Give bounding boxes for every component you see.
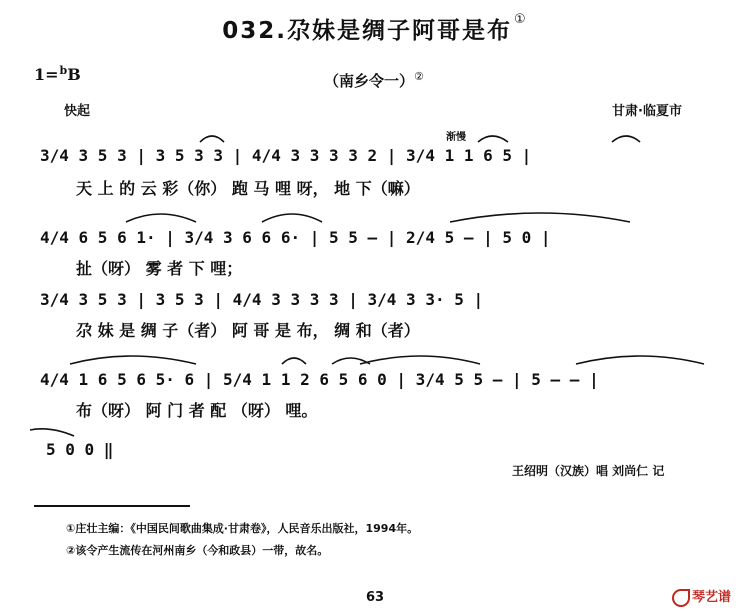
tempo-marking: 快起 bbox=[64, 104, 91, 119]
logo-icon bbox=[672, 589, 690, 607]
song-subtitle: （南乡令一）② bbox=[324, 70, 424, 90]
song-title: 032.尕妹是绸子阿哥是布 ① bbox=[222, 12, 528, 44]
flat-sign: b bbox=[59, 64, 68, 77]
score-row-4-lyrics: 布（呀） 阿 门 者 配 （呀） 哩。 bbox=[76, 401, 318, 420]
score-row-2-notes: 4/4 6 5 6 1· | 3/4 3 6 6 6· | 5 5 — | 2/4 5 — | 5 0 | bbox=[40, 228, 551, 247]
score-row-4-notes: 4/4 1 6 5 6 5· 6 | 5/4 1 1 2 6 5 6 0 | 3/4 5 5 — | 5 — — | bbox=[40, 370, 599, 389]
score-row-3-lyrics: 尕 妹 是 绸 子（者） 阿 哥 是 布， 绸 和（者） bbox=[76, 321, 420, 340]
footnote-2: ②该令产生流传在河州南乡（今和政县）一带，故名。 bbox=[66, 544, 329, 557]
expression-marking: 渐慢 bbox=[446, 132, 466, 143]
score-row-5-notes: 5 0 0 ‖ bbox=[46, 440, 114, 459]
region-label: 甘肃·临夏市 bbox=[612, 104, 682, 119]
footnote-divider bbox=[34, 505, 190, 507]
score-row-1-notes: 3/4 3 5 3 | 3 5 3 3 | 4/4 3 3 3 3 2 | 3/4 1 1 6 5 | bbox=[40, 146, 532, 165]
title-footnote-mark: ① bbox=[514, 12, 528, 27]
performer-credit: 王绍明（汉族）唱 刘尚仁 记 bbox=[512, 464, 665, 478]
score-row-2-lyrics: 扯（呀） 雾 者 下 哩； bbox=[76, 259, 243, 278]
score-row-1-lyrics: 天 上 的 云 彩（你） 跑 马 哩 呀， 地 下（嘛） bbox=[76, 179, 420, 198]
watermark-logo: 琴艺谱 bbox=[672, 586, 731, 607]
page-number: 63 bbox=[365, 590, 385, 605]
footnote-1: ①庄壮主编：《中国民间歌曲集成·甘肃卷》，人民音乐出版社，1994年。 bbox=[66, 522, 419, 535]
subtitle-footnote-mark: ② bbox=[414, 70, 424, 83]
key-signature: 1=$^b$B bbox=[34, 64, 81, 85]
score-row-3-notes: 3/4 3 5 3 | 3 5 3 | 4/4 3 3 3 3 | 3/4 3 3· 5 | bbox=[40, 290, 484, 309]
